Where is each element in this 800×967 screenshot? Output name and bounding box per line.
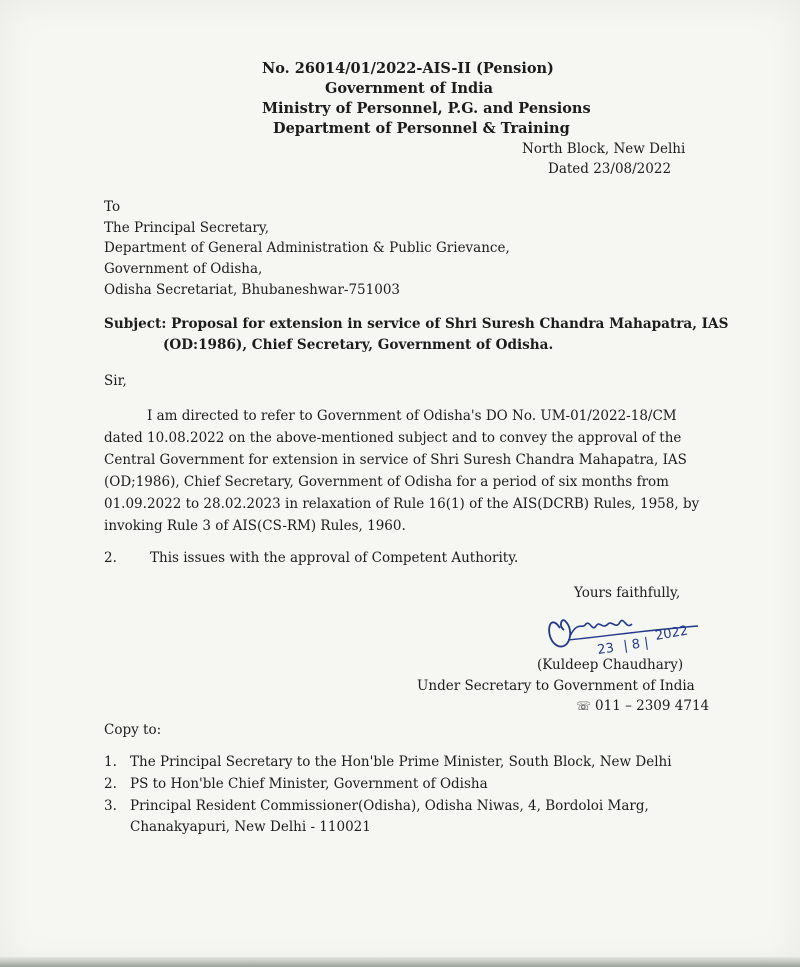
address-line: The Principal Secretary,	[104, 220, 269, 236]
copy-to-item	[104, 776, 488, 792]
body-line: Central Government for extension in service of Shri Suresh Chandra Mahapatra, IAS	[104, 452, 687, 468]
copy-to-item-continued: Chanakyapuri, New Delhi - 110021	[130, 819, 371, 835]
svg-text:| 8 |: | 8 |	[622, 635, 650, 654]
address-line: Department of General Administration & Public Grievance,	[104, 240, 510, 256]
phone-number: 011 – 2309 4714	[595, 698, 710, 714]
department-name: Department of Personnel & Training	[273, 120, 570, 137]
address-to: To	[104, 199, 121, 215]
address-line: Government of Odisha,	[104, 261, 263, 277]
svg-text:23: 23	[596, 640, 615, 658]
body-line: (OD;1986), Chief Secretary, Government of Odisha for a period of six months from	[104, 474, 669, 490]
signature-image	[538, 600, 718, 660]
svg-text:2022: 2022	[654, 623, 690, 644]
item-text: Principal Resident Commissioner(Odisha), Odisha Niwas, 4, Bordoloi Marg,	[130, 798, 649, 814]
copy-to-label: Copy to:	[104, 722, 162, 738]
closing: Yours faithfully,	[574, 585, 681, 601]
date: Dated 23/08/2022	[548, 161, 672, 177]
para2-text: This issues with the approval of Competent Authority.	[150, 550, 519, 566]
copy-to-item	[104, 754, 672, 770]
ministry-name: Ministry of Personnel, P.G. and Pensions	[262, 100, 591, 117]
salutation: Sir,	[104, 373, 127, 389]
item-number: 2.	[104, 776, 117, 792]
copy-to-item	[104, 798, 649, 814]
handwritten-signature	[538, 600, 718, 660]
body-line: dated 10.08.2022 on the above-mentioned subject and to convey the approval of the	[104, 430, 682, 446]
body-line: invoking Rule 3 of AIS(CS-RM) Rules, 1960.	[104, 518, 406, 534]
reference-number: No. 26014/01/2022-AIS-II (Pension)	[262, 60, 554, 77]
signatory-name: (Kuldeep Chaudhary)	[537, 657, 684, 673]
item-text: PS to Hon'ble Chief Minister, Government of Odisha	[130, 776, 488, 792]
place: North Block, New Delhi	[522, 141, 686, 157]
body-line: 01.09.2022 to 28.02.2023 in relaxation of Rule 16(1) of the AIS(DCRB) Rules, 1958, by	[104, 496, 700, 512]
signatory-designation: Under Secretary to Government of India	[417, 678, 695, 694]
government-name: Government of India	[325, 80, 494, 97]
para2-number: 2.	[104, 550, 117, 566]
phone-line	[576, 698, 709, 714]
item-text: The Principal Secretary to the Hon'ble Prime Minister, South Block, New Delhi	[130, 754, 672, 770]
page-bottom-edge	[0, 957, 800, 967]
subject-line-2: (OD:1986), Chief Secretary, Government of Odisha.	[163, 337, 554, 353]
item-number: 3.	[104, 798, 117, 814]
body-line: I am directed to refer to Government of Odisha's DO No. UM-01/2022-18/CM	[147, 408, 677, 424]
item-number: 1.	[104, 754, 117, 770]
telephone-icon: ☏	[576, 699, 592, 713]
address-line: Odisha Secretariat, Bhubaneshwar-751003	[104, 282, 400, 298]
subject-line-1: Subject: Proposal for extension in service of Shri Suresh Chandra Mahapatra, IAS	[104, 316, 729, 332]
